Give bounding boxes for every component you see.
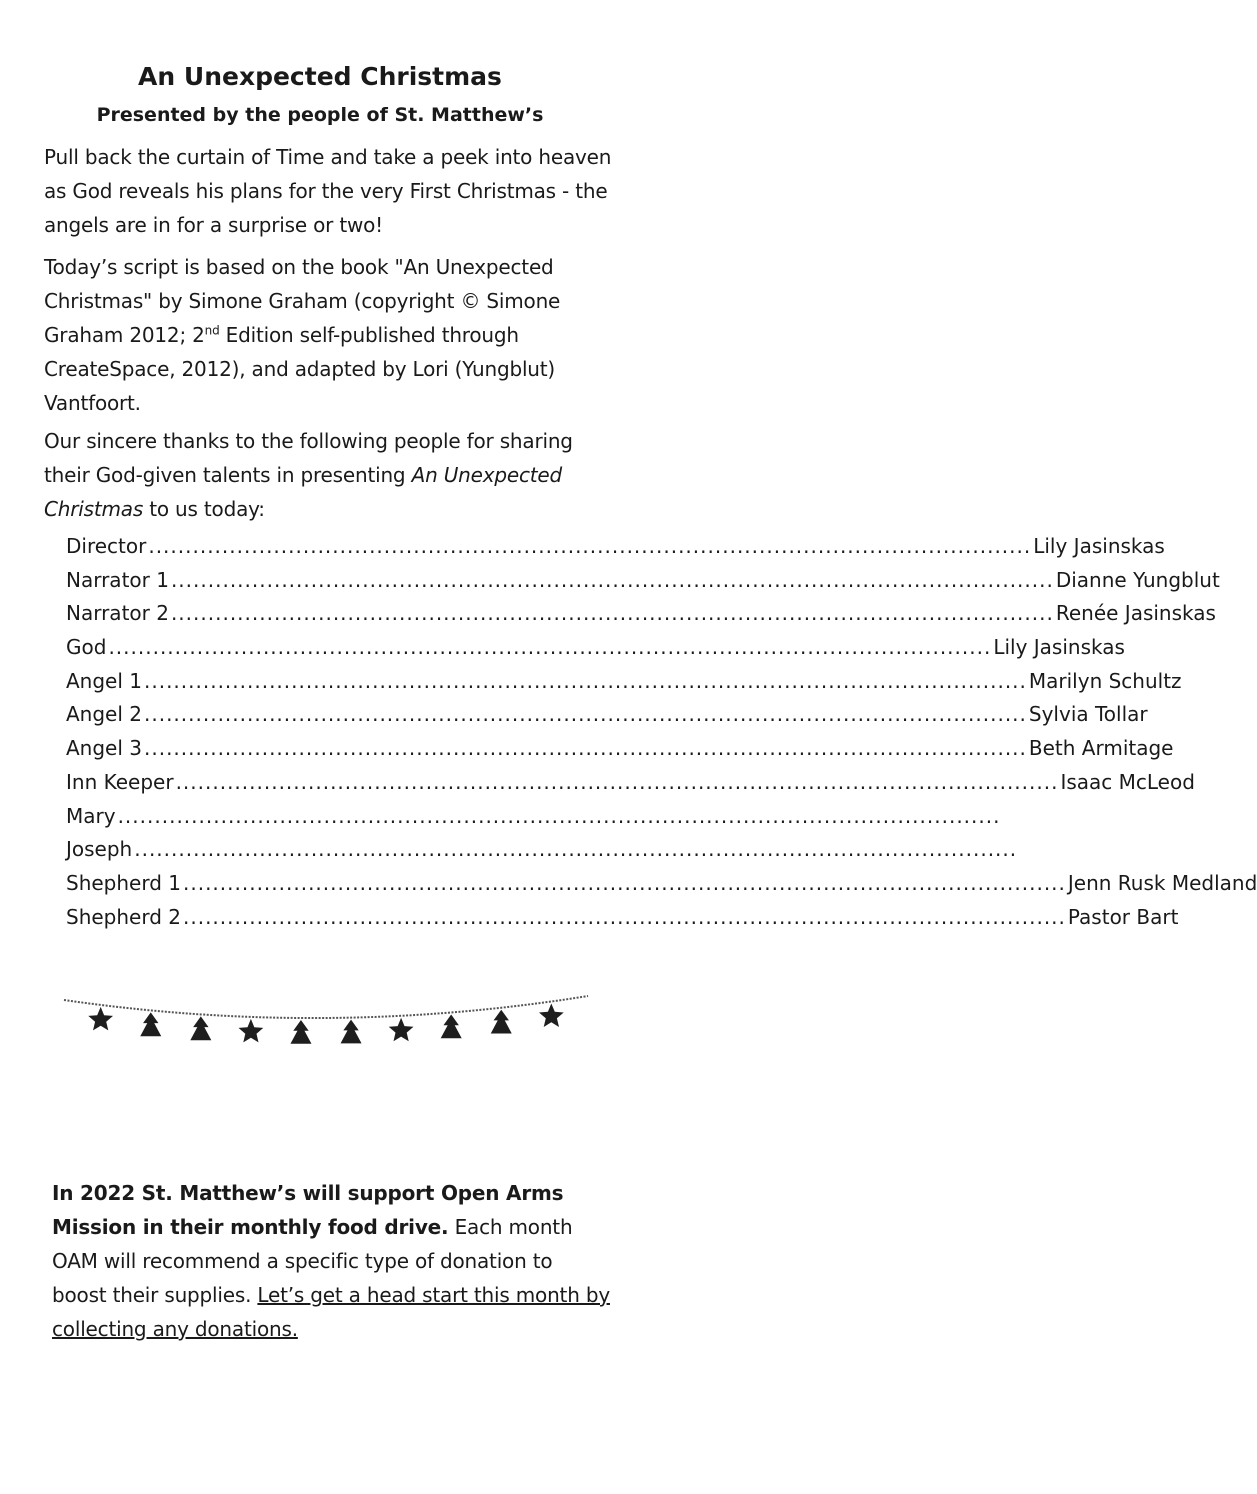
garland-tree-icon [441,1014,462,1038]
thanks-text-a: Our sincere thanks to the following people for sharing their God-given talents in presenting [44,429,573,487]
cast-role: Shepherd 1 [66,870,181,895]
cast-actor: Beth Armitage [1028,736,1174,761]
cast-role: Angel 2 [66,702,142,727]
dot-leader: ........................................................................................................................ [170,601,1054,626]
thanks-text-b: to us today: [143,497,265,521]
credits-text-a: Today’s script is based on the book "An Unexpected Christmas" by Simone Graham (copyright © Simone Graham 2012; 2 [44,255,561,347]
star-and-tree-garland-icon [56,990,596,1060]
cast-role: God [66,635,107,660]
dot-leader: ........................................................................................................................ [144,736,1027,761]
cast-row [66,870,1257,905]
cast-role: Joseph [66,837,133,862]
edition-superscript: nd [204,323,220,338]
cast-role: Inn Keeper [66,769,174,794]
program-subtitle: Presented by the people of St. Matthew’s [96,104,544,126]
cast-role: Angel 3 [66,736,142,761]
thanks-paragraph [44,424,614,526]
cast-row [66,803,1001,838]
dot-leader: ........................................................................................................................ [183,904,1066,929]
garland-tree-icon [140,1012,161,1036]
cast-actor: Isaac McLeod [1060,769,1195,794]
dot-leader: ........................................................................................................................ [183,870,1066,895]
garland-star-icon [539,1004,564,1028]
food-drive-paragraph [52,1176,612,1346]
garland-star-icon [239,1019,264,1043]
cast-row [66,837,1018,871]
cast-actor: Marilyn Schultz [1028,668,1182,693]
cast-role: Narrator 2 [66,601,169,626]
dot-leader: ........................................................................................................................ [117,803,1001,828]
cast-row [66,904,1179,939]
cast-actor: Lily Jasinskas [993,635,1125,660]
dot-leader: ........................................................................................................................ [175,769,1059,794]
food-drive-bold: In 2022 St. Matthew’s will support Open Arms Mission in their monthly food drive. [52,1181,564,1239]
garland-tree-icon [190,1016,211,1040]
credits-text-b: Edition self-published through CreateSpace, 2012), and adapted by Lori (Yungblut) Vantfoort. [44,323,556,415]
cast-row [66,736,1174,770]
thanks-play-title: An Unexpected Christmas [44,463,563,521]
dot-leader: ........................................................................................................................ [108,635,992,660]
cast-actor: Jenn Rusk Medland [1067,870,1257,895]
garland-star-icon [88,1007,113,1031]
cast-actor: Pastor Bart [1067,904,1179,929]
garland-star-icon [389,1018,414,1042]
food-drive-underlined: Let’s get a head start this month by collecting any donations. [52,1283,610,1341]
dot-leader: ........................................................................................................................ [148,534,1032,558]
cast-role: Angel 1 [66,668,142,693]
cast-row [66,601,1216,635]
cast-actor: Dianne Yungblut [1055,567,1220,592]
cast-row [66,635,1125,669]
cast-row [66,668,1182,703]
cast-role: Director [66,534,147,558]
cast-list [66,534,1257,938]
intro-paragraph: Pull back the curtain of Time and take a peek into heaven as God reveals his plans for the very First Christmas - the angels are in for a surprise or two! [44,145,612,237]
cast-role: Mary [66,803,116,828]
cast-row [66,702,1148,736]
cast-role: Shepherd 2 [66,904,181,929]
cast-row [66,769,1195,804]
dot-leader: ........................................................................................................................ [170,567,1054,592]
cast-actor: Renée Jasinskas [1055,601,1216,626]
dot-leader: ........................................................................................................................ [144,702,1027,727]
credits-paragraph [44,250,614,420]
cast-row [66,534,1165,568]
dot-leader: ........................................................................................................................ [144,668,1027,693]
cast-row [66,567,1220,602]
cast-role: Narrator 1 [66,567,169,592]
cast-actor: Lily Jasinskas [1033,534,1165,558]
garland-tree-icon [290,1020,311,1044]
garland-tree-icon [341,1020,362,1044]
garland-tree-icon [491,1010,512,1034]
program-title: An Unexpected Christmas [138,62,502,91]
food-drive-text: Each month OAM will recommend a specific type of donation to boost their supplies. [52,1215,573,1307]
cast-actor: Sylvia Tollar [1028,702,1148,727]
dot-leader: ........................................................................................................................ [134,837,1018,862]
